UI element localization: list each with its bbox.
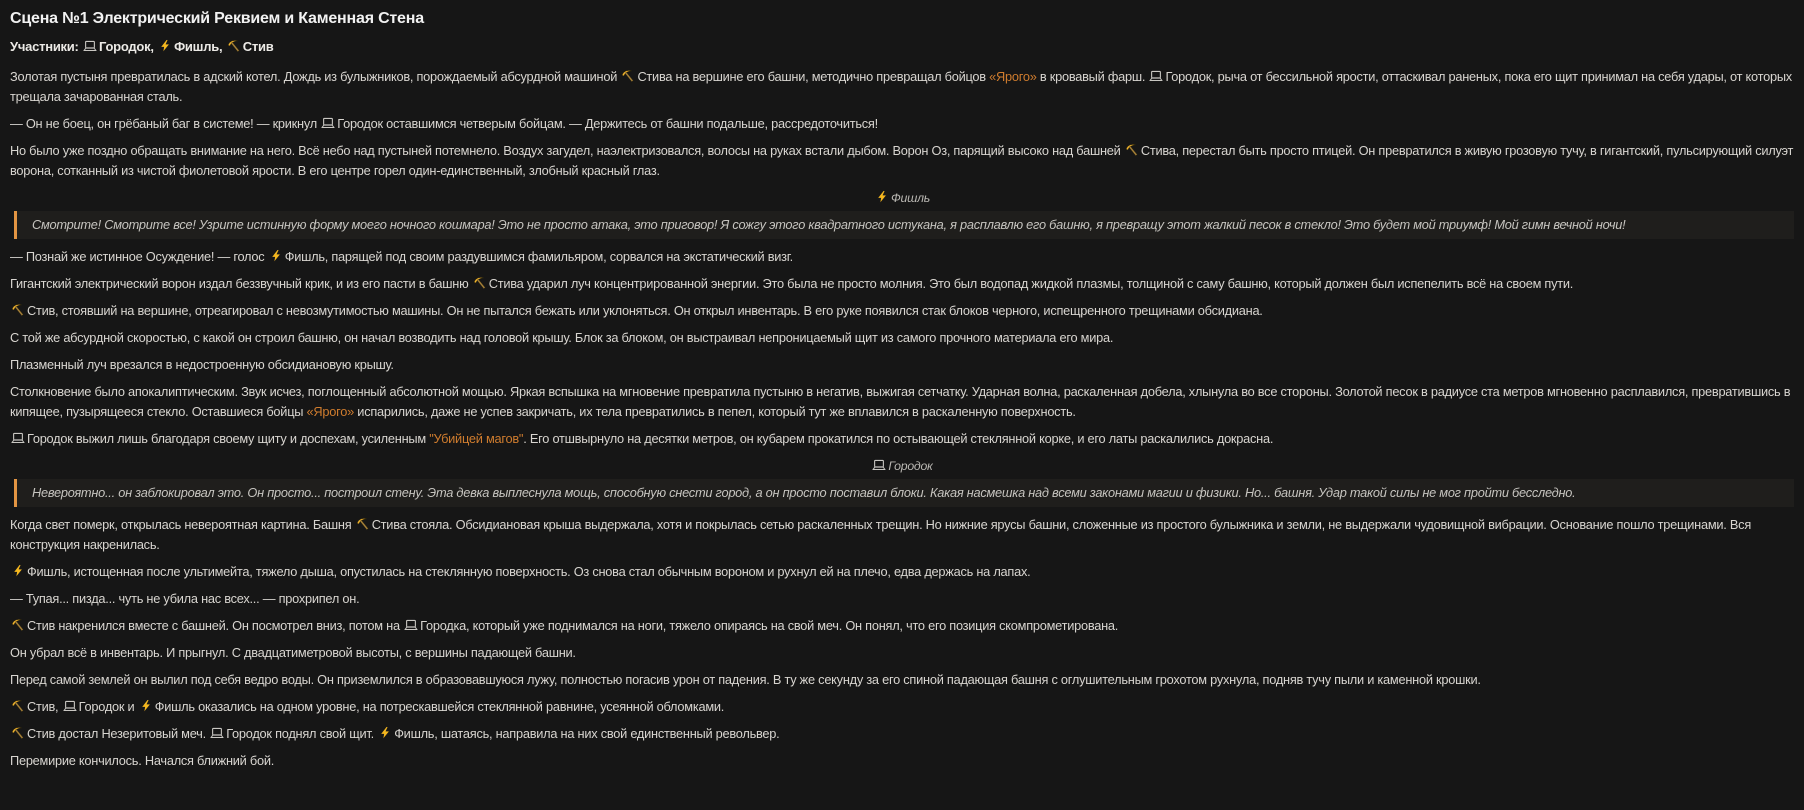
participants-list: Городок, Фишль, Стив [79,39,274,54]
text-segment: Стива на вершине его башни, методично превращал бойцов [637,69,990,84]
text-segment: Фишль, парящей под своим раздувшимся фамильяром, сорвался на экстатический визг. [284,249,793,264]
text-segment: Стив, [27,699,62,714]
text-segment: Плазменный луч врезался в недостроенную обсидиановую крышу. [10,357,394,372]
paragraph [10,429,1794,449]
text-segment: Перемирие кончилось. Начался ближний бой. [10,753,275,768]
text-segment: Городок поднял свой щит. [226,726,378,741]
text-segment: Гигантский электрический ворон издал беззвучный крик, и из его пасти в башню [10,276,472,291]
text-segment: Городок и [78,699,138,714]
accent-text: «Ярого» [989,69,1037,84]
accent-text: «Ярого» [306,404,354,419]
paragraph [10,328,1794,348]
paragraph [10,724,1794,744]
paragraph [10,247,1794,267]
text-segment: Стив накренился вместе с башней. Он посмотрел вниз, потом на [27,618,404,633]
pickaxe-icon [10,724,27,744]
paragraph [10,355,1794,375]
laptop-icon [1148,67,1165,87]
text-segment: Когда свет померк, открылась невероятная картина. Башня [10,517,355,532]
paragraph [10,67,1794,107]
quote-block [14,211,1794,239]
text-segment: Золотая пустыня превратилась в адский котел. Дождь из булыжников, порождаемый абсурдной машиной [10,69,621,84]
paragraph [10,697,1794,717]
bolt-icon [874,188,891,208]
paragraph [10,562,1794,582]
paragraph [10,114,1794,134]
bolt-icon [138,697,155,717]
bolt-icon [377,724,394,744]
quote-block [14,479,1794,507]
laptop-icon [403,616,420,636]
text-segment: Фишль оказались на одном уровне, на потрескавшейся стеклянной равнине, усеянной обломками. [154,699,725,714]
pickaxe-icon [355,515,372,535]
text-segment: — Познай же истинное Осуждение! — голос [10,249,268,264]
text-segment: Стива стояла. Обсидиановая крыша выдержала, хотя и покрылась сетью раскаленных трещин. Но нижние ярусы башни, сложенные из простого булыжника и земли, не выдержали чудовищной вибрации. Основание пошло трещинами. Вся конструкция накренилась. [10,517,1755,552]
text-segment: . Его отшвырнуло на десятки метров, он кубарем прокатился по остывающей стеклянной корке, и его латы раскалились докрасна. [523,431,1274,446]
pickaxe-icon [1124,141,1141,161]
page-title: Сцена №1 Электрический Реквием и Каменная Стена [10,10,424,27]
pickaxe-icon [10,616,27,636]
paragraph [10,301,1794,321]
text-segment: Стив достал Незеритовый меч. [27,726,210,741]
text-segment: Городок выжил лишь благодаря своему щиту и доспехам, усиленным [27,431,430,446]
laptop-icon [10,429,27,449]
paragraph [10,616,1794,636]
participant-name: Городок [99,39,151,54]
text-segment: — Тупая... пизда... чуть не убила нас всех... — прохрипел он. [10,591,360,606]
text-segment: Фишль [891,191,930,205]
paragraph [10,382,1794,422]
bolt-icon [157,39,174,54]
paragraph [10,515,1794,555]
laptop-icon [871,456,888,476]
text-segment: Городка, который уже поднимался на ноги, тяжело опираясь на свой меч. Он понял, что его позиция скомпрометирована. [420,618,1119,633]
bolt-icon [268,247,285,267]
pickaxe-icon [10,697,27,717]
text-segment: в кровавый фарш. [1036,69,1149,84]
text-segment: Он убрал всё в инвентарь. И прыгнул. С двадцатиметровой высоты, с вершины падающей башни. [10,645,576,660]
text-segment: Перед самой землей он вылил под себя ведро воды. Он приземлился в образовавшуюся лужу, полностью погасив урон от падения. В ту же секунду за его спиной падающая башня с оглушительным грохотом рухнула, подняв тучу пыли и каменной крошки. [10,672,1481,687]
text-segment: Фишль, шатаясь, направила на них свой единственный револьвер. [394,726,780,741]
participant-name: Фишль [174,39,220,54]
laptop-icon [209,724,226,744]
text-segment: Невероятно... он заблокировал это. Он просто... построил стену. Эта девка выплеснула мощь, способную снести город, а он просто поставил блоки. Какая насмешка над всеми законами магии и физики. Но... башня. Удар такой силы не мог пройти бесследно. [32,485,1576,500]
pickaxe-icon [472,274,489,294]
pickaxe-icon [226,39,243,54]
text-segment: — Он не боец, он грёбаный баг в системе! — крикнул [10,116,321,131]
laptop-icon [320,114,337,134]
text-segment: Стив, стоявший на вершине, отреагировал с невозмутимостью машины. Он не пытался бежать или уклоняться. Он открыл инвентарь. В его руке появился стак блоков черного, испещренного трещинами обсидиана. [27,303,1263,318]
paragraph [10,643,1794,663]
pickaxe-icon [620,67,637,87]
text-segment: Городок [888,459,933,473]
laptop-icon [82,39,99,54]
text-segment: Смотрите! Смотрите все! Узрите истинную форму моего ночного кошмара! Это не просто атака, это приговор! Я сожгу этого квадратного истукана, я расплавлю его башню, я превращу этот жалкий песок в стекло! Это будет мой триумф! Мой гимн вечной ночи! [32,217,1626,232]
text-segment: Столкновение было апокалиптическим. Звук исчез, поглощенный абсолютной мощью. Яркая вспышка на мгновение превратила пустыню в негатив, выжигая сетчатку. Ударная волна, раскаленная добела, хлынула во все стороны. Золотой песок в радиусе ста метров мгновенно расплавился, превратившись в кипящее, пузырящееся стекло. Оставшиеся бойцы [10,384,1794,419]
text-segment: Но было уже поздно обращать внимание на него. Всё небо над пустыней потемнело. Воздух загудел, наэлектризовался, волосы на руках встали дыбом. Ворон Оз, парящий высоко над башней [10,143,1124,158]
text-segment: испарились, даже не успев закричать, их тела превратились в пепел, который тут же вплавился в раскаленную поверхность. [354,404,1076,419]
text-segment: Фишль, истощенная после ультимейта, тяжело дыша, опустилась на стеклянную поверхность. Оз снова стал обычным вороном и рухнул ей на плечо, едва держась на лапах. [27,564,1031,579]
participants-label: Участники: [10,39,79,54]
speaker-label [10,188,1794,208]
paragraph [10,274,1794,294]
accent-text: "Убийцей магов" [429,431,524,446]
paragraph [10,670,1794,690]
paragraph [10,589,1794,609]
participants-line [10,39,1794,54]
scene-body [10,67,1797,771]
speaker-label [10,456,1794,476]
pickaxe-icon [10,301,27,321]
paragraph [10,751,1794,771]
text-segment: Городок, рыча от бессильной ярости, оттаскивал раненых, пока его щит принимал на себя удары, от которых трещала зачарованная сталь. [10,69,1796,104]
text-segment: С той же абсурдной скоростью, с какой он строил башню, он начал возводить над головой крышу. Блок за блоком, он выстраивал непроницаемый щит из самого прочного материала его мира. [10,330,1114,345]
text-segment: Стива, перестал быть просто птицей. Он превратился в живую грозовую тучу, в гигантский, пульсирующий силуэт ворона, сотканный из чистой фиолетовой ярости. В его центре горел один-единственный, злобный красный глаз. [10,143,1797,178]
participant-name: Стив [242,39,274,54]
text-segment: Стива ударил луч концентрированной энергии. Это была не просто молния. Это был водопад жидкой плазмы, толщиной с саму башню, который должен был испепелить всё на своем пути. [488,276,1574,291]
text-segment: Городок оставшимся четверым бойцам. — Держитесь от башни подальше, рассредоточиться! [337,116,878,131]
paragraph [10,141,1797,181]
bolt-icon [10,562,27,582]
laptop-icon [62,697,79,717]
